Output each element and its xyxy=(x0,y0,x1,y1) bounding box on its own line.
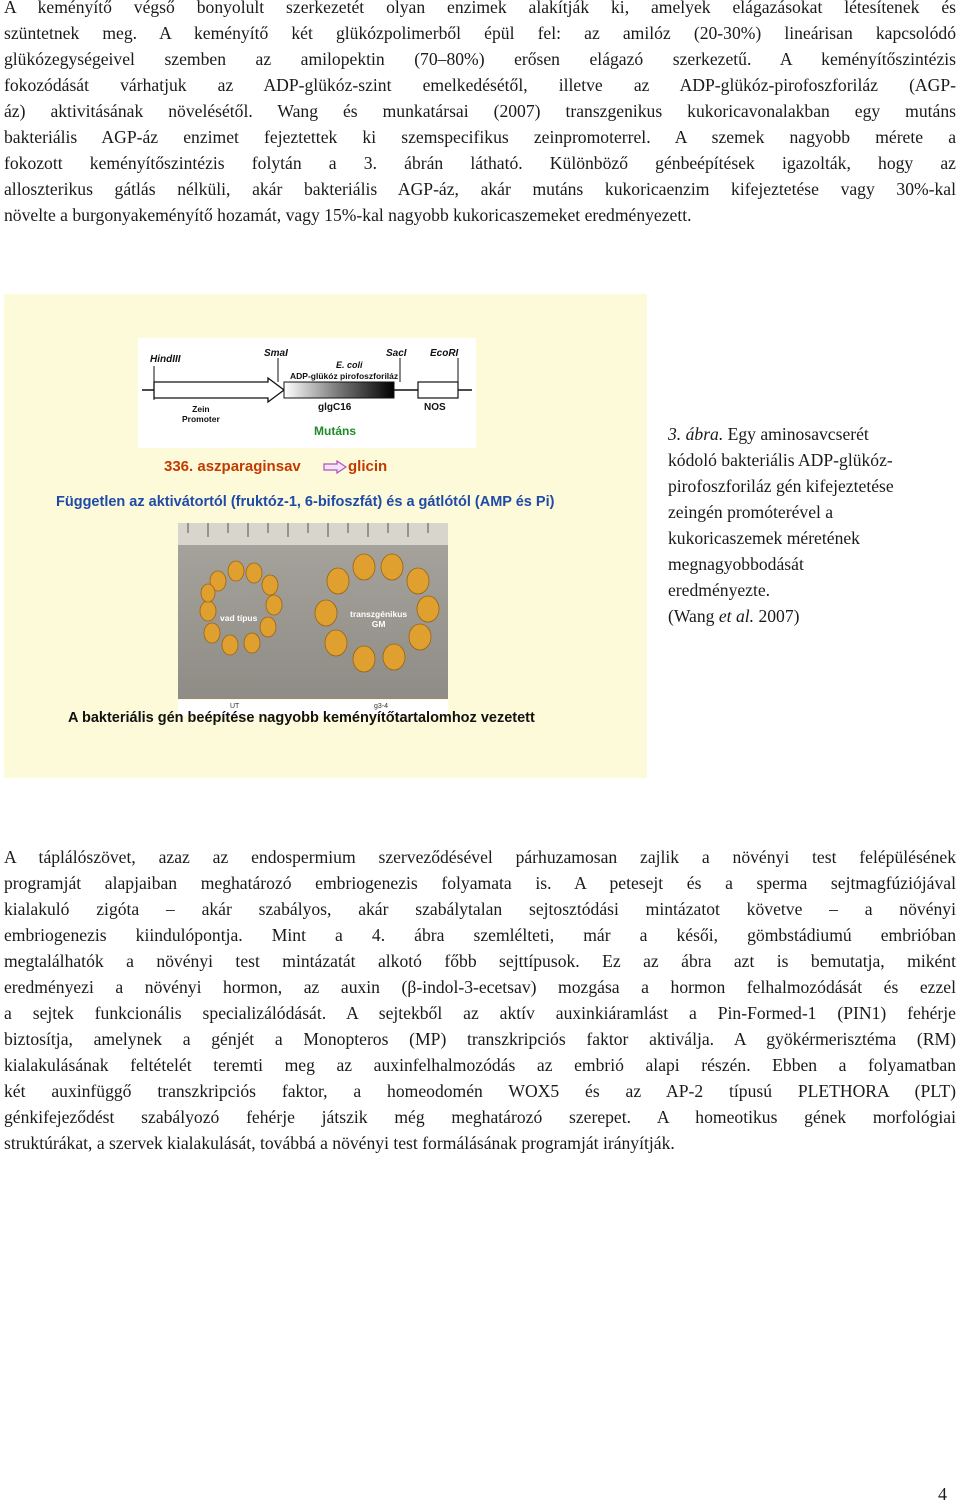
ecori-label: EcoRI xyxy=(430,348,459,359)
wild-type-label: vad típus xyxy=(220,613,258,623)
figure-reference: 3. ábra. xyxy=(668,424,724,444)
nos-label: NOS xyxy=(424,402,446,413)
text-line: két auxinfüggő transzkripciós faktor, a homeodomén WOX5 és az AP-2 típusú PLETHORA (PLT) xyxy=(4,1081,956,1101)
maize-kernel-photo xyxy=(178,523,448,699)
text-line: A táplálószövet, azaz az endospermium szerveződésével párhuzamosan zajlik a növényi test felépülésének xyxy=(4,847,956,867)
transgenic-label: transzgénikus GM xyxy=(350,609,408,629)
hindiii-label: HindIII xyxy=(150,354,181,365)
text-line: szüntetnek meg. A keményítő két glükózpolimerből épül fel: az amilóz (20-30%) lineárisan kapcsolódó xyxy=(4,23,956,43)
mutation-to-label: glicin xyxy=(348,458,388,475)
caption-line: 3. ábra. Egy aminosavcserét xyxy=(668,424,869,444)
figure-conclusion: A bakteriális gén beépítése nagyobb keményítőtartalomhoz vezetett xyxy=(68,710,535,726)
arrow-right-icon xyxy=(323,460,347,474)
caption-line: eredményezte. xyxy=(668,580,771,600)
smai-label: SmaI xyxy=(264,348,288,359)
kernel-photo-graphic xyxy=(178,523,448,699)
mutant-label: Mutáns xyxy=(314,424,356,438)
zein-promoter-label: Zein Promoter xyxy=(182,404,220,424)
text-line: embriogenezis kiindulópontja. Mint a 4. ábra szemlélteti, már a késői, gömbstádiumú embrióban xyxy=(4,925,956,945)
saci-label: SacI xyxy=(386,348,407,359)
text-line: génkifejeződést szabályozó fehérje játszik még meghatározó szerepet. A homeotikus gének morfológiai xyxy=(4,1107,956,1127)
mutation-from-label: 336. aszparaginsav xyxy=(164,458,301,475)
caption-line: pirofoszforiláz gén kifejeztetése xyxy=(668,476,894,496)
caption-line: zeingén promóterével a xyxy=(668,502,834,522)
text-line: áz) aktivitásának növelésétől. Wang és munkatársai (2007) transzgenikus kukoricavonalakban egy mutáns xyxy=(4,101,956,121)
adp-enzyme-label: ADP-glükóz pirofoszforiláz xyxy=(290,371,399,381)
independence-label: Független az aktivátortól (fruktóz-1, 6-bifoszfát) és a gátlótól (AMP és Pi) xyxy=(56,494,555,510)
text-line: fokozott keményítőszintézis folytán a 3. ábrán látható. Különböző génbeépítések igazolták, hogy az xyxy=(4,153,956,173)
text-line: megtalálhatók a növényi test mintázatát alkotó főbb sejttípusok. Ez az ábra azt is bemutatja, miként xyxy=(4,951,956,971)
caption-line: megnagyobbodását xyxy=(668,554,804,574)
photo-tag-left: UT xyxy=(230,703,240,710)
glgc16-label: glgC16 xyxy=(318,402,352,413)
gene-construct-graphic xyxy=(138,338,476,448)
paragraph-starch-synthesis xyxy=(4,0,956,228)
caption-line: kódoló bakteriális ADP-glükóz- xyxy=(668,450,893,470)
text-line: struktúrákat, a szervek kialakulását, továbbá a növényi test formálásának programját irányítják. xyxy=(4,1133,675,1153)
text-line: A keményítő végső bonyolult szerkezetét olyan enzimek alakítják ki, amelyek elágazásokat létesítenek és xyxy=(4,0,956,17)
gene-construct-diagram xyxy=(138,338,476,448)
caption-citation: (Wang et al. 2007) xyxy=(668,606,800,626)
text-line: kialakulásának feltételét teremti meg az auxinfelhalmozódás az embrió alapi részén. Ebben a folyamatban xyxy=(4,1055,956,1075)
text-line: glükózegységeivel szemben az amilopektin (70–80%) erősen elágazó szerkezetű. A keményítőszintézis xyxy=(4,49,956,69)
text-line: eredményezi a növényi hormon, az auxin (β-indol-3-ecetsav) mozgása a hormon felhalmozódását és ezzel xyxy=(4,977,956,997)
figure-3 xyxy=(4,294,647,778)
caption-line: kukoricaszemek méretének xyxy=(668,528,860,548)
text-line: kialakuló zigóta – akár szabályos, akár szabálytalan sejtosztódási mintázatot követve – a növényi xyxy=(4,899,956,919)
text-line: bakteriális AGP-áz enzimet fejeztettek ki szemspecifikus zeinpromoterrel. A szemek nagyobb mérete a xyxy=(4,127,956,147)
text-line: növelte a burgonyakeményítő hozamát, vagy 15%-kal nagyobb kukoricaszemeket eredményezett. xyxy=(4,205,692,225)
text-line: alloszterikus gátlás nélküli, akár bakteriális AGP-áz, akár mutáns kukoricaenzim kifejeztetése vagy 30%-kal xyxy=(4,179,956,199)
text-line: biztosítja, amelynek a génjét a Monopteros (MP) transzkripciós faktor aktiválja. A gyökérmerisztéma (RM) xyxy=(4,1029,956,1049)
photo-tag-right: g3-4 xyxy=(374,703,389,710)
figure-caption xyxy=(668,421,960,629)
text-line: programját alapjaiban meghatározó embriogenezis folyamata is. A petesejt és a sperma sejtmagfúziójával xyxy=(4,873,956,893)
ecoli-label: E. coli xyxy=(336,360,363,370)
text-line: a sejtek funkcionális specializálódását. A sejtekből az aktív auxinkiáramlást a Pin-Formed-1 (PIN1) fehérje xyxy=(4,1003,956,1023)
text-line: fokozódását várhatjuk az ADP-glükóz-szint emelkedésétől, illetve az ADP-glükóz-pirofoszforiláz (AGP- xyxy=(4,75,956,95)
page-number: 4 xyxy=(938,1484,947,1504)
paragraph-embryogenesis xyxy=(4,844,956,1156)
